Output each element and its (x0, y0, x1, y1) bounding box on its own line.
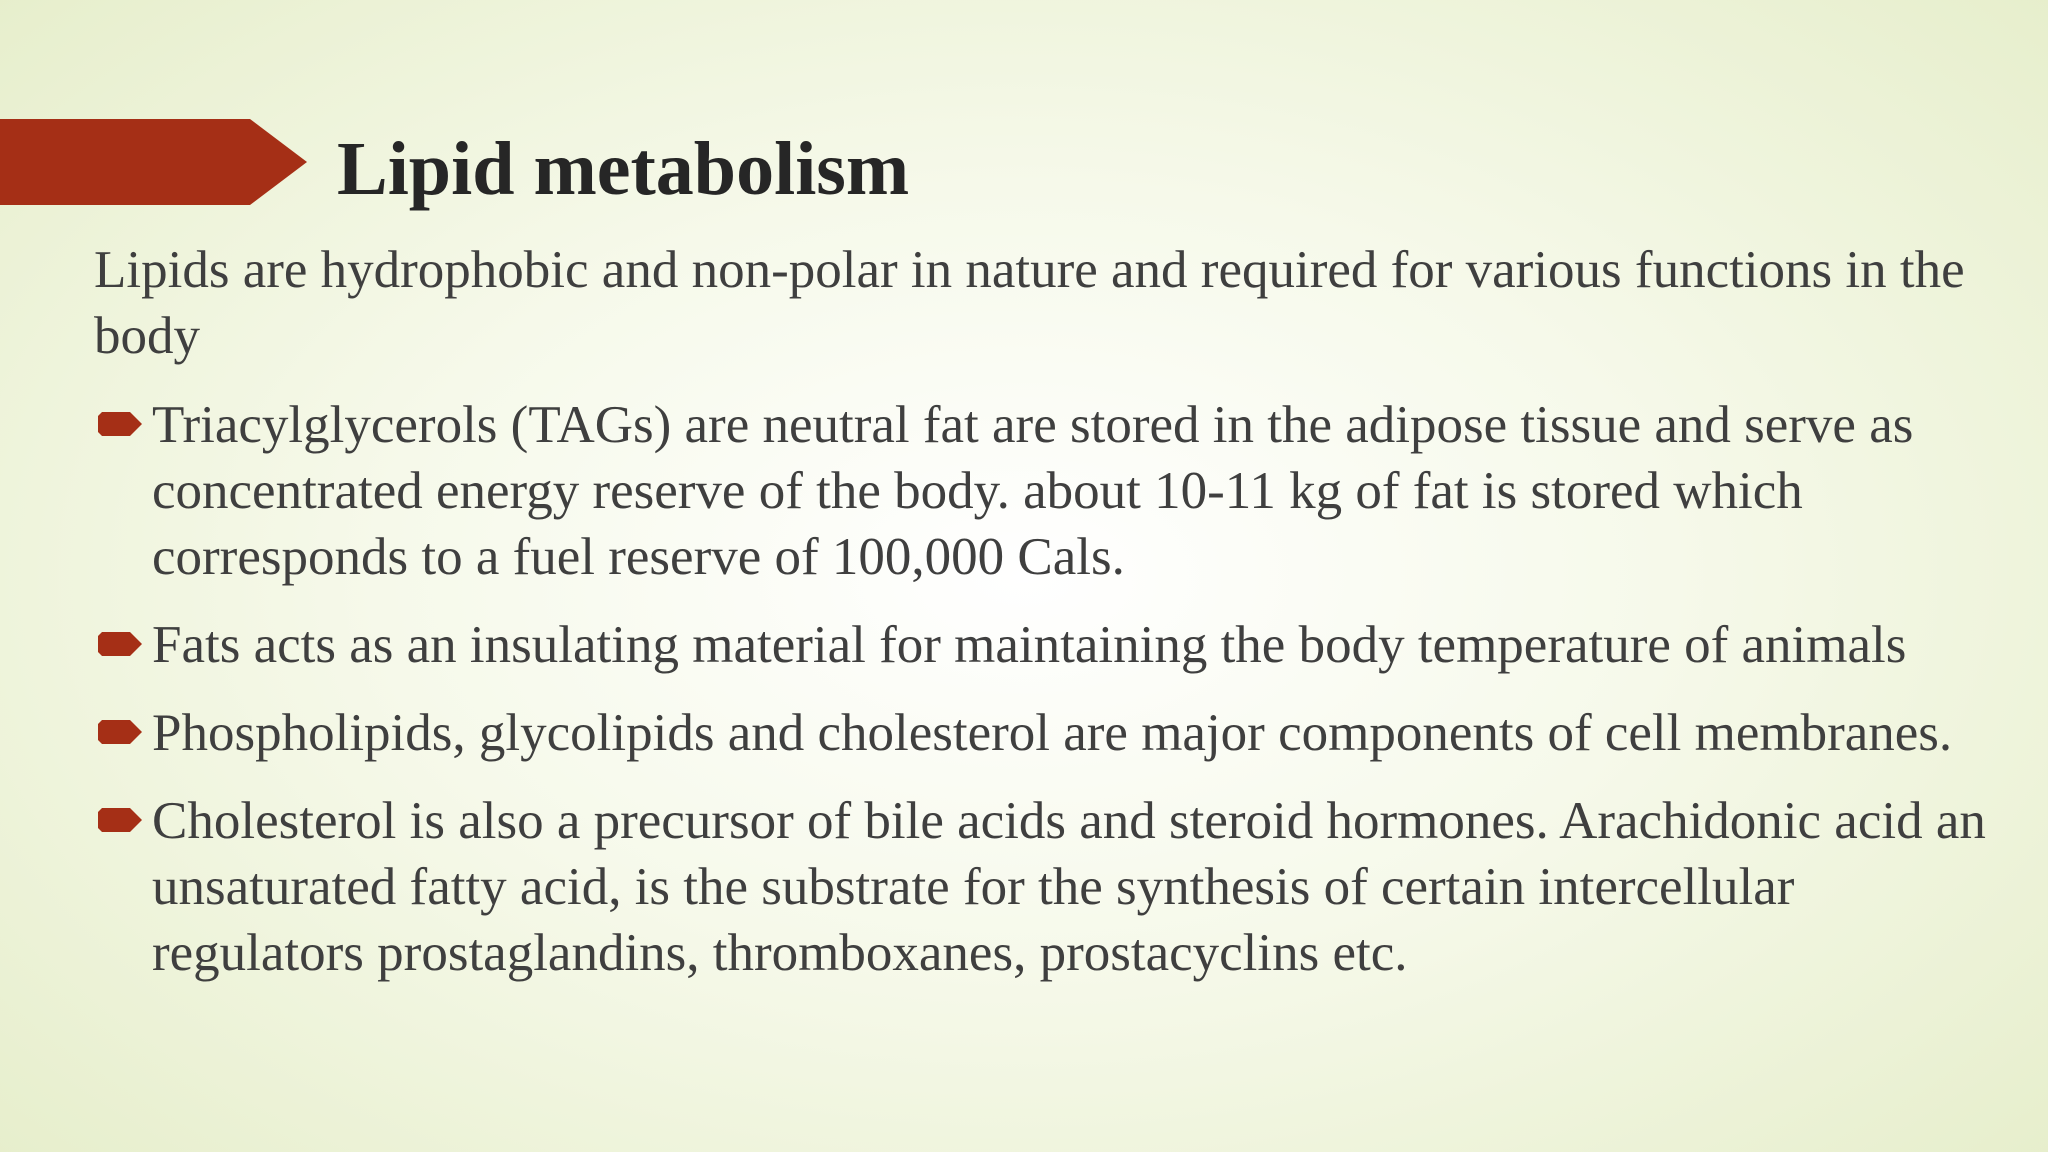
bullet-text: Cholesterol is also a precursor of bile acids and steroid hormones. Arachidonic acid an unsaturated fatty acid, is the substrate for the synthesis of certain intercellular regulators prostaglandins, thromboxanes, prostacyclins etc. (152, 792, 1986, 982)
bullet-list (94, 392, 2014, 1008)
slide-title: Lipid metabolism (337, 127, 910, 211)
bullet-item (94, 612, 2014, 678)
arrow-bullet-icon (98, 808, 142, 832)
bullet-text: Triacylglycerols (TAGs) are neutral fat are stored in the adipose tissue and serve as concentrated energy reserve of the body. about 10-11 kg of fat is stored which corresponds to a fuel reserve of 100,000 Cals. (152, 396, 1914, 586)
arrow-bullet-icon (98, 632, 142, 656)
arrow-bullet-icon (98, 720, 142, 744)
bullet-text: Fats acts as an insulating material for maintaining the body temperature of animals (152, 616, 1907, 674)
bullet-item (94, 700, 2014, 766)
bullet-item (94, 392, 2014, 590)
bullet-text: Phospholipids, glycolipids and cholesterol are major components of cell membranes. (152, 704, 1953, 762)
bullet-item (94, 788, 2014, 986)
title-arrow-icon (0, 119, 307, 205)
intro-text: Lipids are hydrophobic and non-polar in nature and required for various functions in the body (94, 241, 1965, 365)
arrow-bullet-icon (98, 412, 142, 436)
